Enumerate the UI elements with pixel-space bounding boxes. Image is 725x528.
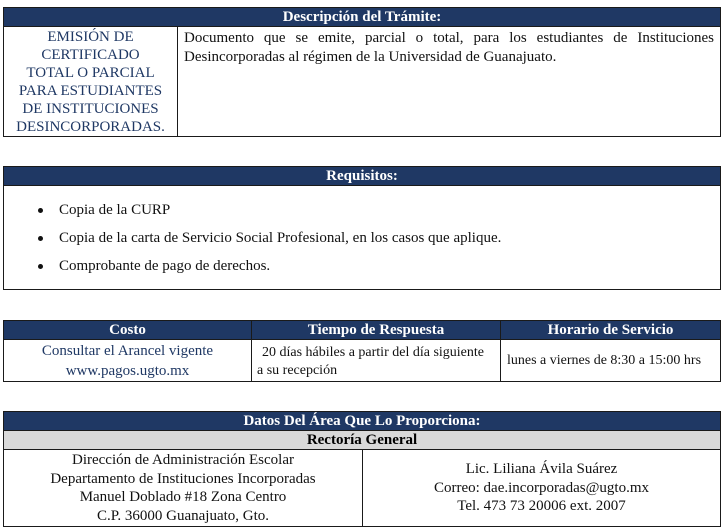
requisitos-list xyxy=(4,196,720,280)
requisitos-table xyxy=(3,166,721,290)
tiempo-header: Tiempo de Respuesta xyxy=(251,321,500,339)
tiempo-line: 20 días hábiles a partir del día siguiente xyxy=(262,345,484,360)
contact-name: Lic. Liliana Ávila Suárez xyxy=(465,461,618,477)
list-item: Comprobante de pago de derechos. xyxy=(4,252,720,280)
tramite-title xyxy=(4,27,177,136)
tramite-title-line: DE INSTITUCIONES xyxy=(22,101,159,117)
servicio-table xyxy=(3,320,721,382)
area-header: Datos Del Área Que Lo Proporciona: xyxy=(4,412,720,430)
address-line: C.P. 36000 Guanajuato, Gto. xyxy=(96,507,270,524)
tramite-title-line: EMISIÓN DE xyxy=(47,29,134,45)
tramite-title-line: DESINCORPORADAS. xyxy=(16,119,165,135)
area-contact xyxy=(362,450,720,526)
area-table xyxy=(3,411,721,527)
descripcion-header: Descripción del Trámite: xyxy=(4,8,720,26)
tramite-title-line: CERTIFICADO xyxy=(41,47,140,63)
descripcion-text: Documento que se emite, parcial o total, para los estudiantes de Instituciones Desincorporadas al régimen de la Universidad de Guanajuato. xyxy=(177,27,720,136)
arancel-link[interactable]: Consultar el Arancel vigente xyxy=(41,343,214,359)
list-item: Copia de la CURP xyxy=(4,196,720,224)
tramite-title-line: TOTAL O PARCIAL xyxy=(26,65,155,81)
address-line: Departamento de Instituciones Incorporadas xyxy=(50,470,316,487)
requisitos-body xyxy=(4,185,720,289)
horario-header: Horario de Servicio xyxy=(500,321,720,339)
tiempo-cell xyxy=(251,340,500,381)
address-line: Manuel Doblado #18 Zona Centro xyxy=(79,489,287,505)
tramite-title-line: PARA ESTUDIANTES xyxy=(18,83,163,99)
address-line: Dirección de Administración Escolar xyxy=(71,452,294,468)
area-address xyxy=(4,450,362,526)
contact-email[interactable]: Correo: dae.incorporadas@ugto.mx xyxy=(433,479,649,496)
list-item: Copia de la carta de Servicio Social Profesional, en los casos que aplique. xyxy=(4,224,720,252)
horario-cell: lunes a viernes de 8:30 a 15:00 hrs xyxy=(500,340,720,381)
contact-phone: Tel. 473 73 20006 ext. 2007 xyxy=(457,498,626,514)
tiempo-line: a su recepción xyxy=(257,363,338,378)
requisitos-header: Requisitos: xyxy=(4,167,720,185)
descripcion-table xyxy=(3,7,721,137)
costo-header: Costo xyxy=(4,321,251,339)
costo-cell xyxy=(4,340,251,381)
pagos-link[interactable]: www.pagos.ugto.mx xyxy=(65,363,190,379)
area-subheader: Rectoría General xyxy=(4,430,720,449)
